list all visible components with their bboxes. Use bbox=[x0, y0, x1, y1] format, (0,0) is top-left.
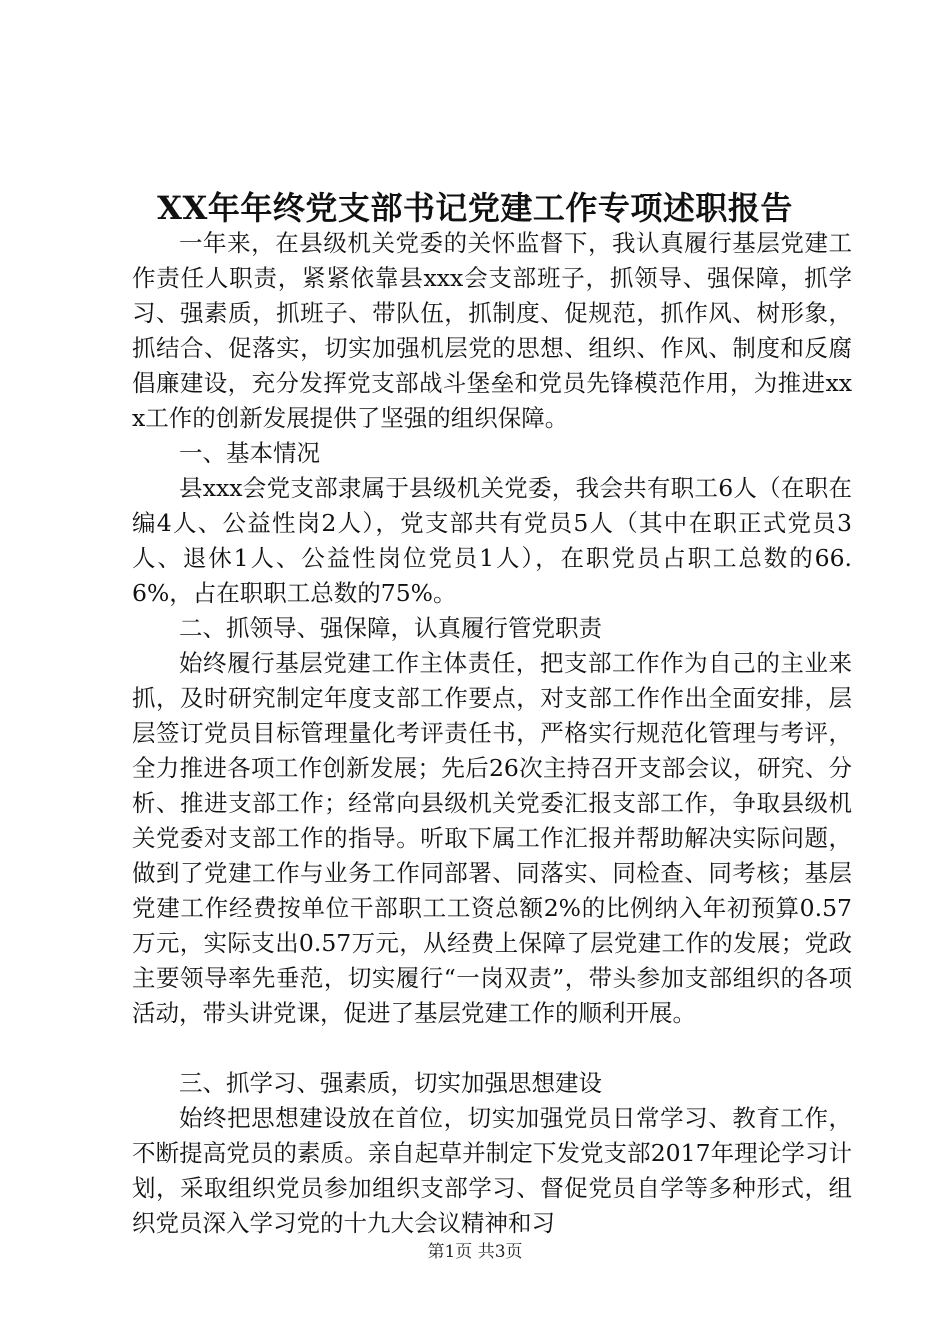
intro-paragraph: 一年来，在县级机关党委的关怀监督下，我认真履行基层党建工作责任人职责，紧紧依靠县xxx会支部班子，抓领导、强保障，抓学习、强素质，抓班子、带队伍，抓制度、促规范，抓作风、树形象，抓结合、促落实，切实加强机层党的思想、组织、作风、制度和反腐倡廉建设，充分发挥党支部战斗堡垒和党员先锋模范作用，为推进xxx工作的创新发展提供了坚强的组织保障。 bbox=[132, 229, 852, 432]
document-body bbox=[132, 226, 852, 1241]
page-number-footer: 第1页 共3页 bbox=[427, 1242, 523, 1262]
basic-situation-paragraph: 县xxx会党支部隶属于县级机关党委，我会共有职工6人（在职在编4人、公益性岗2人），党支部共有党员5人（其中在职正式党员3人、退休1人、公益性岗位党员1人），在职党员占职工总数的66.6%，占在职职工总数的75%。 bbox=[132, 474, 852, 607]
section-heading-study: 三、抓学习、强素质，切实加强思想建设 bbox=[179, 1069, 602, 1097]
paragraph-spacer bbox=[132, 1031, 852, 1066]
document-title: XX年年终党支部书记党建工作专项述职报告 bbox=[157, 189, 793, 227]
leadership-paragraph: 始终履行基层党建工作主体责任，把支部工作作为自己的主业来抓，及时研究制定年度支部工作要点，对支部工作作出全面安排，层层签订党员目标管理量化考评责任书，严格实行规范化管理与考评，全力推进各项工作创新发展；先后26次主持召开支部会议，研究、分析、推进支部工作；经常向县级机关党委汇报支部工作，争取县级机关党委对支部工作的指导。听取下属工作汇报并帮助解决实际问题，做到了党建工作与业务工作同部署、同落实、同检查、同考核；基层党建工作经费按单位干部职工工资总额2%的比例纳入年初预算0.57万元，实际支出0.57万元，从经费上保障了层党建工作的发展；党政主要领导率先垂范，切实履行“一岗双责”，带头参加支部组织的各项活动，带头讲党课，促进了基层党建工作的顺利开展。 bbox=[132, 649, 852, 1027]
section-heading-leadership: 二、抓领导、强保障，认真履行管党职责 bbox=[179, 614, 602, 642]
study-paragraph: 始终把思想建设放在首位，切实加强党员日常学习、教育工作，不断提高党员的素质。亲自起草并制定下发党支部2017年理论学习计划，采取组织党员参加组织支部学习、督促党员自学等多种形式，组织党员深入学习党的十九大会议精神和习 bbox=[132, 1104, 852, 1237]
section-heading-basic-situation: 一、基本情况 bbox=[179, 439, 320, 467]
